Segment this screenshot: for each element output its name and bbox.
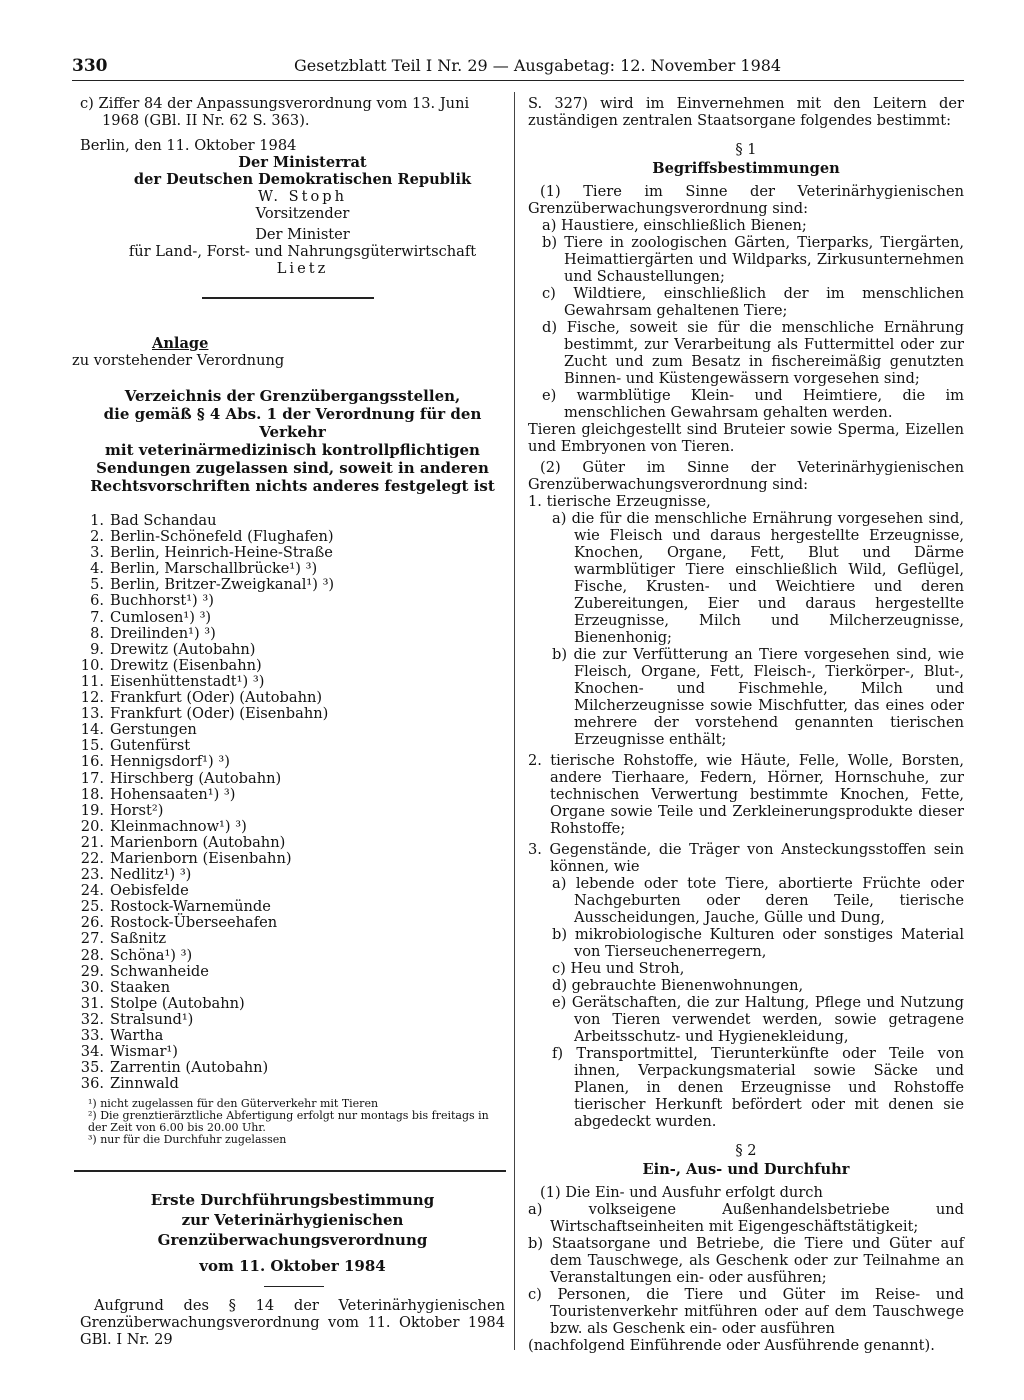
regulation-title-line: Erste Durchführungsbestimmung <box>150 1190 435 1209</box>
running-title: Gesetzblatt Teil I Nr. 29 — Ausgabetag: 12. November 1984 <box>294 56 782 75</box>
signatory-name-2: Lietz <box>276 260 329 277</box>
right-column <box>528 95 964 1354</box>
list-item: 11. Eisenhüttenstadt¹) ³) <box>80 672 265 690</box>
list-item: 32. Stralsund¹) <box>80 1010 194 1028</box>
section-rule <box>74 1170 506 1172</box>
goods-group-1: 1. tierische Erzeugnisse, <box>528 493 711 510</box>
header-rule <box>72 80 964 81</box>
section-1-title: Begriffsbestimmungen <box>652 160 840 177</box>
footnote: ³) nur für die Durchfuhr zugelassen <box>88 1132 287 1146</box>
list-title-line: Verzeichnis der Grenzübergangsstellen, <box>124 387 461 405</box>
goods-group-2: 2. tierische Rohstoffe, wie Häute, Felle, Wolle, Borsten, andere Tierhaare, Federn, Hörner, Hornschuhe, zur technischen Verwertung bestimmte Knochen, Fette, Organe sowie Teile und Zerkleinerungsprodukte dieser Rohstoffe; <box>528 752 964 837</box>
list-item: c) Heu und Stroh, <box>552 960 685 977</box>
separator-rule <box>202 297 374 299</box>
intro-paragraph: Aufgrund des § 14 der Veterinärhygienischen Grenzüberwachungsverordnung vom 11. Oktober 1984 GBl. I Nr. 29 <box>80 1296 505 1348</box>
list-item: 3. Berlin, Heinrich-Heine-Straße <box>90 544 333 562</box>
list-item: 20. Kleinmachnow¹) ³) <box>80 817 247 835</box>
border-crossing-list <box>80 513 505 1092</box>
left-column <box>72 95 505 1348</box>
footnote: ²) Die grenztierärztliche Abfertigung erfolgt nur montags bis freitags in der Zeit von 6.00 bis 20.00 Uhr. <box>88 1109 489 1134</box>
list-item: c) Wildtiere, einschließlich der im menschlichen Gewahrsam gehaltenen Tiere; <box>542 285 964 319</box>
list-item: 35. Zarrentin (Autobahn) <box>80 1059 269 1077</box>
page-number: 330 <box>72 56 108 76</box>
list-item: a) Haustiere, einschließlich Bienen; <box>542 217 807 234</box>
list-item: 12. Frankfurt (Oder) (Autobahn) <box>80 689 323 707</box>
signatory-role-2a: Der Minister <box>255 226 350 243</box>
list-title-line: die gemäß § 4 Abs. 1 der Verordnung für den Verkehr <box>103 405 482 441</box>
list-title-line: Sendungen zugelassen sind, soweit in anderen <box>96 459 489 477</box>
list-item: 16. Hennigsdorf¹) ³) <box>80 753 230 771</box>
list-item: 18. Hohensaaten¹) ³) <box>80 785 236 803</box>
list-item: 19. Horst²) <box>80 801 164 819</box>
list-item: 36. Zinnwald <box>80 1075 179 1093</box>
list-item: b) Tiere in zoologischen Gärten, Tierparks, Tiergärten, Heimattiergärten und Wildparks, Zirkusunternehmen und Schaustellungen; <box>542 234 964 285</box>
list-item: 8. Dreilinden¹) ³) <box>90 624 216 642</box>
list-item: 5. Berlin, Britzer-Zweigkanal¹) ³) <box>90 576 335 594</box>
paragraph-1-after: Tieren gleichgestellt sind Bruteier sowie Sperma, Eizellen und Embryonen von Tieren. <box>528 421 964 455</box>
list-item: 10. Drewitz (Eisenbahn) <box>80 656 262 674</box>
list-item: f) Transportmittel, Tierunterkünfte oder Teile von ihnen, Verpackungsmaterial sowie Säcke und Planen, in denen Erzeugnisse und Rohstoffe tierischer Herkunft befördert oder mit denen sie abgedeckt wurden. <box>552 1045 964 1130</box>
regulation-title-line: Grenzüberwachungsverordnung <box>157 1230 428 1249</box>
list-item: 4. Berlin, Marschallbrücke¹) ³) <box>90 560 318 578</box>
footnotes <box>88 1098 505 1145</box>
anlage-title: Anlage <box>152 335 209 352</box>
section-2-paragraph-1: (1) Die Ein- und Ausfuhr erfolgt durch <box>540 1184 823 1201</box>
signatory-role-2b: für Land-, Forst- und Nahrungsgüterwirtschaft <box>128 243 477 260</box>
signatory-name-1: W. Stoph <box>257 188 348 205</box>
list-item: 26. Rostock-Überseehafen <box>80 914 278 932</box>
list-item: 13. Frankfurt (Oder) (Eisenbahn) <box>80 705 329 723</box>
list-item: a) volkseigene Außenhandelsbetriebe und Wirtschaftseinheiten mit Eigengeschäftstätigkeit; <box>528 1201 964 1235</box>
signatory-role-1: Vorsitzender <box>255 205 350 222</box>
date-line: Berlin, den 11. Oktober 1984 <box>80 137 297 154</box>
list-item: 30. Staaken <box>80 978 171 996</box>
list-item: 9. Drewitz (Autobahn) <box>90 640 256 658</box>
list-item: 6. Buchhorst¹) ³) <box>90 592 214 610</box>
list-item: d) gebrauchte Bienenwohnungen, <box>552 977 804 994</box>
section-2-after: (nachfolgend Einführende oder Ausführende genannt). <box>528 1337 935 1354</box>
list-title <box>80 387 505 495</box>
list-item: 28. Schöna¹) ³) <box>80 946 193 964</box>
regulation-date: vom 11. Oktober 1984 <box>199 1256 386 1275</box>
regulation-title <box>80 1190 505 1276</box>
list-item: 1. Bad Schandau <box>90 512 217 529</box>
list-title-line: mit veterinärmedizinisch kontrollpflichtigen <box>105 441 480 459</box>
list-item: 25. Rostock-Warnemünde <box>80 898 271 916</box>
anlage-subtitle: zu vorstehender Verordnung <box>72 352 285 369</box>
list-item: e) Gerätschaften, die zur Haltung, Pflege und Nutzung von Tieren verwendet werden, sowie getragene Arbeitsschutz- und Hygienekleidung, <box>552 994 964 1045</box>
list-item: e) warmblütige Klein- und Heimtiere, die im menschlichen Gewahrsam gehalten werden. <box>542 387 964 421</box>
list-title-line: Rechtsvorschriften nichts anderes festgelegt ist <box>90 477 495 495</box>
footnote: ¹) nicht zugelassen für den Güterverkehr mit Tieren <box>88 1097 379 1111</box>
list-item: d) Fische, soweit sie für die menschliche Ernährung bestimmt, zur Verarbeitung als Futtermittel oder zur Zucht und zum Besatz in fischereimäßig genutzten Binnen- und Küstengewässern vorgesehen sind; <box>542 319 964 387</box>
import-export-parties <box>528 1201 964 1337</box>
list-item: 29. Schwanheide <box>80 962 209 980</box>
list-item: c) Personen, die Tiere und Güter im Reise- und Touristenverkehr mitführen oder auf dem Tauschwege bzw. als Geschenk ein- oder ausführen <box>528 1286 964 1337</box>
list-item: b) Staatsorgane und Betriebe, die Tiere und Güter auf dem Tauschwege, als Geschenk oder zur Teilnahme an Veranstaltungen ein- oder ausführen; <box>528 1235 964 1286</box>
intro-continuation: S. 327) wird im Einvernehmen mit den Leitern der zuständigen zentralen Staatsorgane folgendes bestimmt: <box>528 95 964 129</box>
goods-group-3-items <box>528 875 964 1130</box>
list-item: 17. Hirschberg (Autobahn) <box>80 769 282 787</box>
list-item: 33. Wartha <box>80 1027 164 1044</box>
item-c: c) Ziffer 84 der Anpassungsverordnung vom 13. Juni 1968 (GBl. II Nr. 62 S. 363). <box>80 95 470 129</box>
list-item: 31. Stolpe (Autobahn) <box>80 994 245 1012</box>
title-underline <box>264 1286 324 1287</box>
list-item: 27. Saßnitz <box>80 930 167 948</box>
goods-group-1-items <box>528 510 964 748</box>
list-item: b) die zur Verfütterung an Tiere vorgesehen sind, wie Fleisch, Organe, Fett, Fleisch-, Tierkörper-, Blut-, Knochen- und Fischmehle, Milch und Milcherzeugnisse sowie Mischfutter, das eines oder mehrere der vorstehend genannten tierischen Erzeugnisse enthält; <box>552 646 964 748</box>
list-item: a) die für die menschliche Ernährung vorgesehen sind, wie Fleisch und daraus hergestellte Erzeugnisse, Knochen, Organe, Fett, Blut und Därme warmblütiger Tiere einschließlich Wild, Geflügel, Fische, Krusten- und Weichtiere und deren Zubereitungen, Eier und daraus hergestellte Erzeugnisse, Milch und Milcherzeugnisse, Bienenhonig; <box>552 510 964 646</box>
list-item: 22. Marienborn (Eisenbahn) <box>80 849 292 867</box>
signatory-org-2: der Deutschen Demokratischen Republik <box>133 171 472 188</box>
section-1-number: § 1 <box>735 141 757 158</box>
regulation-title-line: zur Veterinärhygienischen <box>181 1210 404 1229</box>
list-item: 14. Gerstungen <box>80 721 197 739</box>
section-2-title: Ein-, Aus- und Durchfuhr <box>642 1161 850 1178</box>
list-item: b) mikrobiologische Kulturen oder sonstiges Material von Tierseuchenerregern, <box>552 926 964 960</box>
list-item: 23. Nedlitz¹) ³) <box>80 866 192 884</box>
list-item: a) lebende oder tote Tiere, abortierte Früchte oder Nachgeburten oder deren Teile, tierische Ausscheidungen, Jauche, Gülle und Dung, <box>552 875 964 926</box>
animal-definitions <box>528 217 964 421</box>
list-item: 21. Marienborn (Autobahn) <box>80 833 286 851</box>
column-divider <box>514 92 515 1350</box>
section-2-number: § 2 <box>735 1142 757 1159</box>
list-item: 15. Gutenfürst <box>80 737 191 755</box>
list-item: 34. Wismar¹) <box>80 1043 178 1061</box>
paragraph-1: (1) Tiere im Sinne der Veterinärhygienischen Grenzüberwachungsverordnung sind: <box>528 183 964 217</box>
goods-group-3: 3. Gegenstände, die Träger von Ansteckungsstoffen sein können, wie <box>528 841 964 875</box>
paragraph-2: (2) Güter im Sinne der Veterinärhygienischen Grenzüberwachungsverordnung sind: <box>528 459 964 493</box>
signatory-org-1: Der Ministerrat <box>238 154 367 171</box>
list-item: 2. Berlin-Schönefeld (Flughafen) <box>90 528 334 546</box>
list-item: 7. Cumlosen¹) ³) <box>90 608 212 626</box>
list-item: 24. Oebisfelde <box>80 882 189 900</box>
